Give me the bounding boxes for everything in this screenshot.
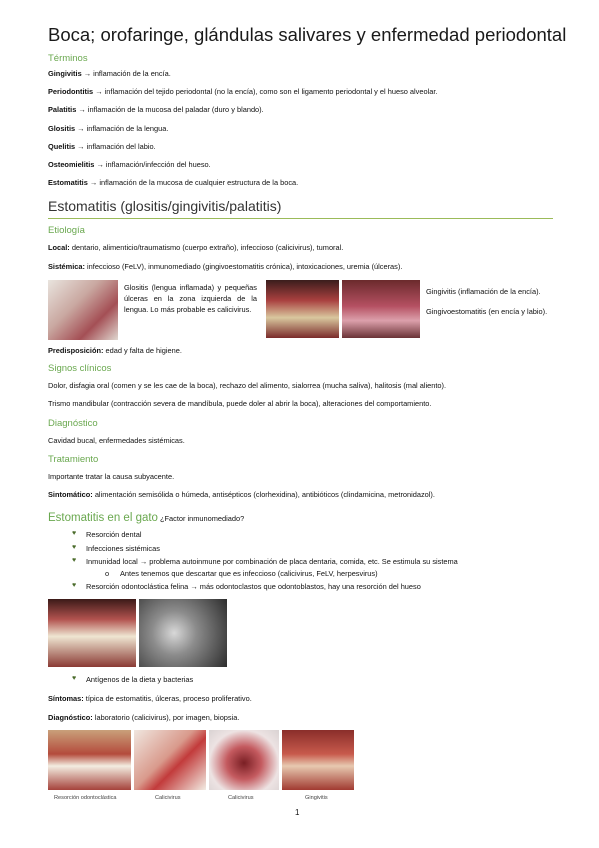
resorcion-photo	[48, 599, 136, 667]
glositis-caption: Glositis (lengua inflamada) y pequeñas úlceras en la zona izquierda de la lengua. Lo más probable es calicivirus.	[124, 283, 257, 314]
tulip-bullet-icon: ♥	[72, 582, 77, 589]
term-line: Periodontitis → inflamación del tejido periodontal (no la encía), como son el ligamento periodontal y el hueso alveolar.	[48, 87, 438, 96]
signos-line-2: Trismo mandibular (contracción severa de mandíbula, puede doler al abrir la boca), alteraciones del comportamiento.	[48, 399, 432, 408]
photo-caption: Calicivirus	[155, 795, 181, 801]
predisposicion: Predisposición: edad y falta de higiene.	[48, 346, 182, 355]
terms-heading: Términos	[48, 53, 88, 64]
etiologia-sistemica: Sistémica: infeccioso (FeLV), inmunomediado (gingivoestomatitis crónica), intoxicaciones, uremia (úlceras).	[48, 262, 403, 271]
photo-caption: Calicivirus	[228, 795, 254, 801]
gato-diagnostico: Diagnóstico: laboratorio (calicivirus), por imagen, biopsia.	[48, 713, 240, 722]
tulip-bullet-icon: ♥	[72, 557, 77, 564]
gato-bullet: ♥ Resorción dental	[72, 530, 142, 539]
gato-bullet: ♥ Resorción odontoclástica felina → más odontoclastos que odontoblastos, hay una resorción del hueso	[72, 582, 421, 591]
term-line: Glositis → inflamación de la lengua.	[48, 124, 169, 133]
gato-bullet: ♥ Antígenos de la dieta y bacterias	[72, 675, 194, 684]
gingivoestomatitis-photo	[342, 280, 420, 338]
gingivitis-photo	[266, 280, 339, 338]
page-title: Boca; orofaringe, glándulas salivares y enfermedad periodontal	[48, 24, 567, 45]
tulip-bullet-icon: ♥	[72, 530, 77, 537]
gato-heading-row	[48, 508, 244, 526]
section-rule	[48, 218, 553, 219]
signos-heading: Signos clínicos	[48, 363, 112, 374]
radiograph-photo	[139, 599, 227, 667]
etiologia-local: Local: dentario, alimenticio/traumatismo (cuerpo extraño), infeccioso (calicivirus), tumoral.	[48, 243, 344, 252]
page-number: 1	[295, 808, 300, 817]
section-heading: Estomatitis (glositis/gingivitis/palatitis)	[48, 198, 282, 214]
gato-bullet: ♥ Infecciones sistémicas	[72, 544, 160, 553]
gato-question: ¿Factor inmunomediado?	[157, 514, 245, 523]
circle-bullet-icon: o	[105, 569, 110, 578]
glositis-photo	[48, 280, 118, 340]
etiologia-heading: Etiología	[48, 225, 85, 236]
photo-caption: Resorción odontoclástica	[54, 795, 117, 801]
tulip-bullet-icon: ♥	[72, 675, 77, 682]
tratamiento-sintomatico: Sintomático: alimentación semisólida o húmeda, antisépticos (clorhexidina), antibióticos (clindamicina, metronidazol).	[48, 490, 435, 499]
gato-heading: Estomatitis en el gato	[48, 512, 158, 524]
tratamiento-heading: Tratamiento	[48, 454, 99, 465]
term-line: Palatitis → inflamación de la mucosa del paladar (duro y blando).	[48, 105, 264, 114]
tratamiento-line-1: Importante tratar la causa subyacente.	[48, 472, 175, 481]
term-line: Estomatitis → inflamación de la mucosa de cualquier estructura de la boca.	[48, 178, 299, 187]
photo-caption: Gingivitis	[305, 795, 328, 801]
calicivirus-photo-2	[209, 730, 279, 790]
gingivo-caption: Gingivoestomatitis (en encía y labio).	[426, 307, 548, 316]
calicivirus-photo-1	[134, 730, 206, 790]
diagnostico-heading: Diagnóstico	[48, 418, 98, 429]
term-line: Gingivitis → inflamación de la encía.	[48, 69, 171, 78]
gato-bullet: ♥ Inmunidad local → problema autoinmune por combinación de placa dentaria, comida, etc. Se estimula su sistema	[72, 557, 458, 566]
gato-sub-bullet: o Antes tenemos que descartar que es infeccioso (calicivirus, FeLV, herpesvirus)	[105, 569, 378, 578]
term-line: Quelitis → inflamación del labio.	[48, 142, 156, 151]
gato-sintomas: Síntomas: típica de estomatitis, úlceras, proceso proliferativo.	[48, 694, 252, 703]
gingivitis-photo-2	[282, 730, 354, 790]
gingivitis-caption: Gingivitis (inflamación de la encía).	[426, 287, 541, 296]
resorcion-odontoclastica-photo	[48, 730, 131, 790]
term-line: Osteomielitis → inflamación/infección del hueso.	[48, 160, 211, 169]
diagnostico-line: Cavidad bucal, enfermedades sistémicas.	[48, 436, 185, 445]
tulip-bullet-icon: ♥	[72, 544, 77, 551]
signos-line-1: Dolor, disfagia oral (comen y se les cae de la boca), rechazo del alimento, sialorrea (mucha saliva), halitosis (mal aliento).	[48, 381, 447, 390]
